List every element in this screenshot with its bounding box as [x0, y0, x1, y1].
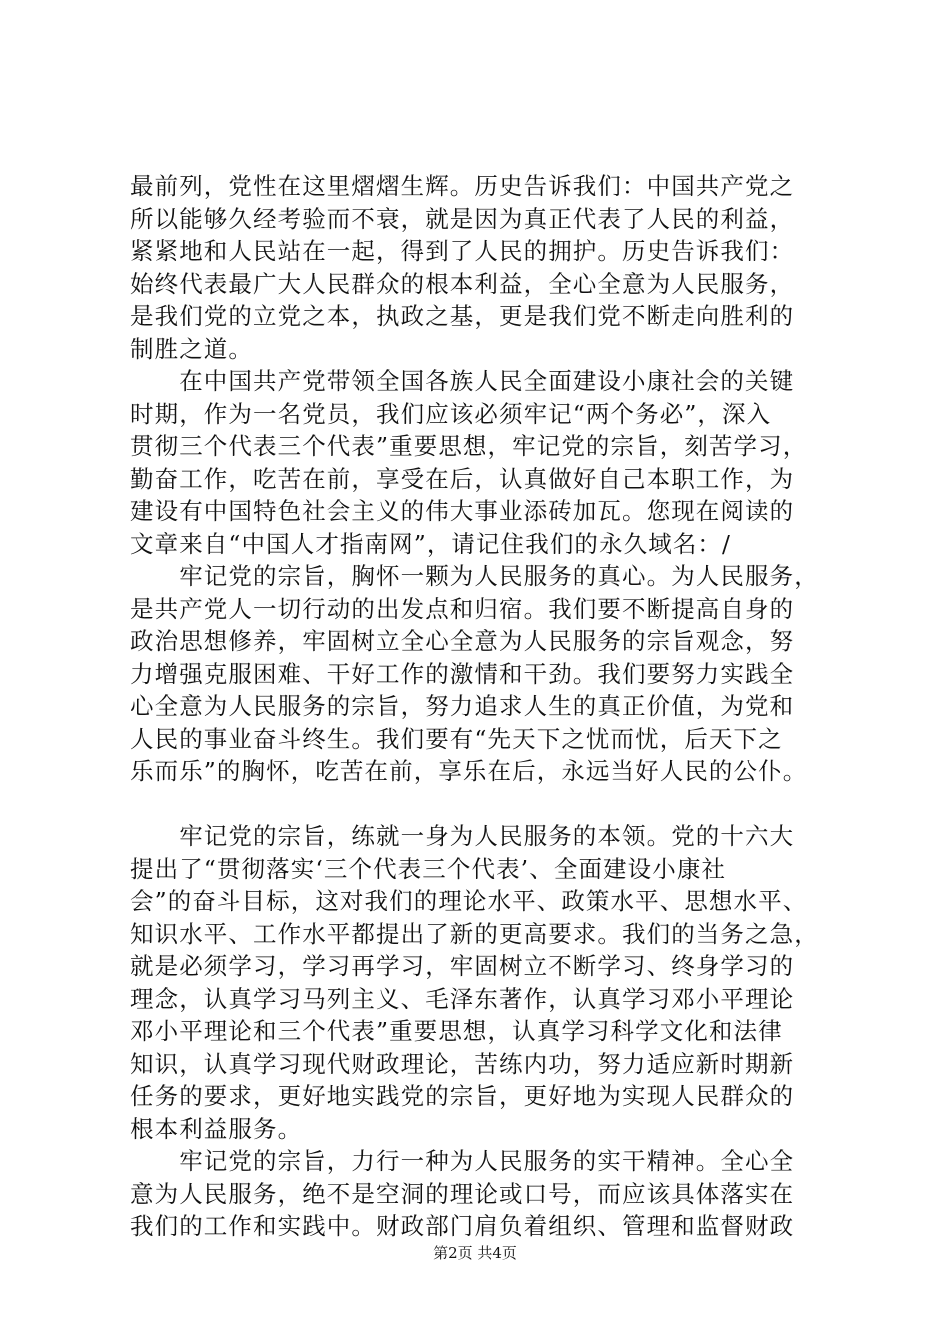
text-line: 是共产党人一切行动的出发点和归宿。我们要不断提高自身的	[130, 594, 795, 623]
text-line: 勤奋工作，吃苦在前，享受在后，认真做好自己本职工作，为	[130, 464, 795, 493]
text-line: 建设有中国特色社会主义的伟大事业添砖加瓦。您现在阅读的	[130, 497, 795, 525]
text-line: 制胜之道。	[130, 334, 253, 363]
text-line: 人民的事业奋斗终生。我们要有“先天下之忧而忧，后天下之	[130, 724, 783, 753]
text-line: 最前列，党性在这里熠熠生辉。历史告诉我们：中国共产党之	[130, 172, 795, 200]
text-line: 牢记党的宗旨，力行一种为人民服务的实干精神。全心全	[130, 1147, 795, 1175]
text-line: 政治思想修养，牢固树立全心全意为人民服务的宗旨观念，努	[130, 627, 795, 655]
text-line: 牢记党的宗旨，练就一身为人民服务的本领。党的十六大	[130, 822, 795, 850]
text-line: 力增强克服困难、干好工作的激情和干劲。我们要努力实践全	[130, 659, 795, 688]
text-line: 根本利益服务。	[130, 1114, 303, 1143]
text-line: 意为人民服务，绝不是空洞的理论或口号，而应该具体落实在	[130, 1179, 795, 1208]
text-line: 时期，作为一名党员，我们应该必须牢记“两个务必”，深入	[130, 399, 772, 428]
text-line: 紧紧地和人民站在一起，得到了人民的拥护。历史告诉我们：	[130, 237, 795, 265]
text-line: 邓小平理论和三个代表”重要思想，认真学习科学文化和法律	[130, 1017, 783, 1045]
text-line: 任务的要求，更好地实践党的宗旨，更好地为实现人民群众的	[130, 1082, 795, 1110]
text-line: 理念，认真学习马列主义、毛泽东著作，认真学习邓小平理论	[130, 984, 795, 1013]
text-line: 知识，认真学习现代财政理论，苦练内功，努力适应新时期新	[130, 1049, 795, 1078]
text-line: 知识水平、工作水平都提出了新的更高要求。我们的当务之急，	[130, 919, 819, 948]
text-line: 在中国共产党带领全国各族人民全面建设小康社会的关键	[130, 367, 795, 395]
text-line: 是我们党的立党之本，执政之基，更是我们党不断走向胜利的	[130, 302, 795, 330]
page-number-footer: 第2页 共4页	[433, 1244, 517, 1262]
text-line: 提出了“贯彻落实‘三个代表三个代表’、全面建设小康社	[130, 854, 727, 883]
text-line: 我们的工作和实践中。财政部门肩负着组织、管理和监督财政	[130, 1212, 795, 1240]
text-line: 文章来自“中国人才指南网”，请记住我们的永久域名：/	[130, 529, 732, 558]
text-line: 就是必须学习，学习再学习，牢固树立不断学习、终身学习的	[130, 952, 795, 980]
text-line: 心全意为人民服务的宗旨，努力追求人生的真正价值，为党和	[130, 692, 795, 720]
text-line: 所以能够久经考验而不衰，就是因为真正代表了人民的利益，	[130, 204, 795, 233]
text-line: 乐而乐”的胸怀，吃苦在前，享乐在后，永远当好人民的公仆。	[130, 757, 808, 785]
document-body	[130, 170, 830, 1243]
text-line: 会”的奋斗目标，这对我们的理论水平、政策水平、思想水平、	[130, 887, 808, 915]
text-line: 贯彻三个代表三个代表”重要思想，牢记党的宗旨，刻苦学习，	[130, 432, 808, 460]
paragraph-gap	[130, 788, 830, 821]
text-line: 牢记党的宗旨，胸怀一颗为人民服务的真心。为人民服务，	[130, 562, 819, 590]
text-line: 始终代表最广大人民群众的根本利益，全心全意为人民服务，	[130, 269, 795, 298]
